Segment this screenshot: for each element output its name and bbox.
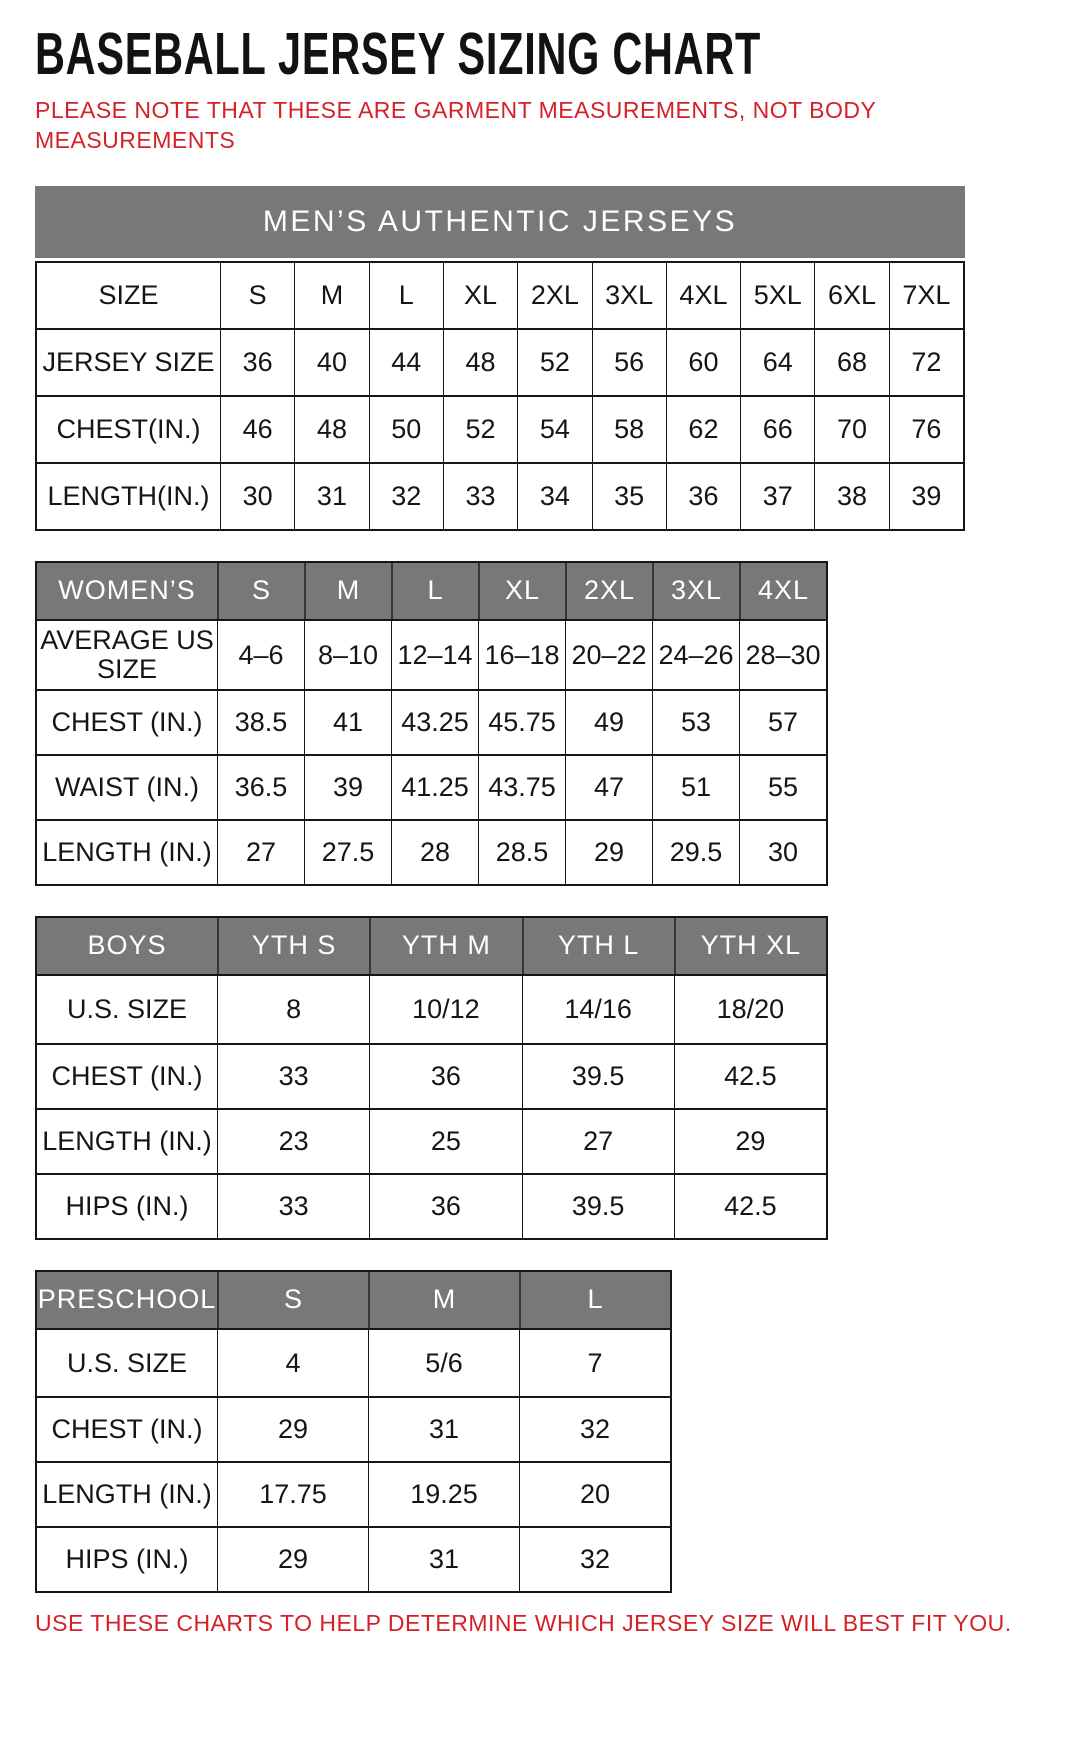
table-row — [37, 1173, 826, 1238]
table-cell: 58 — [592, 397, 666, 462]
table-cell: 54 — [517, 397, 591, 462]
mens-section — [35, 186, 1077, 531]
boys-header-col: YTH XL — [674, 918, 826, 974]
table-cell: 14/16 — [522, 976, 674, 1043]
table-cell: 36.5 — [217, 756, 304, 819]
table-cell: 4XL — [666, 263, 740, 328]
table-cell: 57 — [739, 691, 826, 754]
table-cell: 28–30 — [739, 621, 826, 689]
womens-section — [35, 561, 1077, 886]
table-cell: 33 — [217, 1175, 369, 1238]
table-cell: 20 — [519, 1463, 670, 1526]
table-cell: 33 — [443, 464, 517, 529]
table-cell: 52 — [443, 397, 517, 462]
table-cell: 31 — [294, 464, 368, 529]
row-label: LENGTH(IN.) — [47, 481, 210, 512]
table-cell: 76 — [889, 397, 963, 462]
table-cell: 39 — [889, 464, 963, 529]
table-row — [37, 1328, 670, 1396]
table-row — [37, 619, 826, 689]
row-label: CHEST(IN.) — [56, 414, 201, 445]
table-cell: 16–18 — [478, 621, 565, 689]
row-label: LENGTH (IN.) — [42, 1479, 212, 1510]
table-cell: 53 — [652, 691, 739, 754]
table-cell: 46 — [220, 397, 294, 462]
row-label: U.S. SIZE — [66, 994, 188, 1025]
table-cell: 2XL — [517, 263, 591, 328]
table-cell: 4–6 — [217, 621, 304, 689]
table-cell: 38 — [814, 464, 888, 529]
table-row — [37, 1043, 826, 1108]
preschool-header-label: PRESCHOOL — [37, 1284, 217, 1315]
preschool-size-table — [35, 1270, 672, 1593]
boys-header-col: YTH S — [217, 918, 369, 974]
table-cell: 23 — [217, 1110, 369, 1173]
boys-table-header-row — [37, 918, 826, 974]
table-cell: 31 — [368, 1528, 519, 1591]
womens-header-label: WOMEN’S — [58, 575, 196, 606]
table-cell: 45.75 — [478, 691, 565, 754]
boys-header-col: YTH L — [522, 918, 674, 974]
table-cell: 8–10 — [304, 621, 391, 689]
table-cell: 5XL — [740, 263, 814, 328]
womens-size-table — [35, 561, 828, 886]
table-cell: 36 — [369, 1175, 521, 1238]
row-label: LENGTH (IN.) — [42, 1126, 212, 1157]
table-cell: 7XL — [889, 263, 963, 328]
table-cell: 32 — [519, 1398, 670, 1461]
preschool-header-col: L — [519, 1272, 670, 1328]
preschool-header-col: M — [368, 1272, 519, 1328]
table-cell: 40 — [294, 330, 368, 395]
table-cell: M — [294, 263, 368, 328]
table-cell: 41.25 — [391, 756, 478, 819]
table-row — [37, 328, 963, 395]
table-cell: 72 — [889, 330, 963, 395]
table-cell: 29.5 — [652, 821, 739, 884]
boys-header-label: BOYS — [87, 930, 167, 961]
table-cell: 43.25 — [391, 691, 478, 754]
boys-size-table — [35, 916, 828, 1240]
table-cell: 55 — [739, 756, 826, 819]
row-label: CHEST (IN.) — [51, 1061, 203, 1092]
row-label: AVERAGE US SIZE — [40, 625, 214, 684]
table-cell: 5/6 — [368, 1330, 519, 1396]
womens-header-col: M — [304, 563, 391, 619]
row-label: U.S. SIZE — [66, 1347, 188, 1378]
table-cell: 27 — [217, 821, 304, 884]
table-cell: 18/20 — [674, 976, 826, 1043]
womens-header-col: L — [391, 563, 478, 619]
table-cell: 10/12 — [369, 976, 521, 1043]
table-cell: 8 — [217, 976, 369, 1043]
table-row — [37, 754, 826, 819]
table-cell: 39.5 — [522, 1175, 674, 1238]
preschool-table-header-row — [37, 1272, 670, 1328]
table-cell: 30 — [220, 464, 294, 529]
table-cell: 36 — [369, 1045, 521, 1108]
table-cell: 34 — [517, 464, 591, 529]
boys-section — [35, 916, 1077, 1240]
fit-advice-note: USE THESE CHARTS TO HELP DETERMINE WHICH JERSEY SIZE WILL BEST FIT YOU. — [35, 1609, 1012, 1636]
table-cell: 48 — [294, 397, 368, 462]
row-label: LENGTH (IN.) — [42, 837, 212, 868]
table-cell: 60 — [666, 330, 740, 395]
table-cell: 37 — [740, 464, 814, 529]
table-cell: 66 — [740, 397, 814, 462]
table-row — [37, 1461, 670, 1526]
table-cell: 27.5 — [304, 821, 391, 884]
boys-header-col: YTH M — [369, 918, 521, 974]
table-cell: 47 — [565, 756, 652, 819]
row-label: WAIST (IN.) — [55, 772, 199, 803]
table-cell: 51 — [652, 756, 739, 819]
table-cell: 6XL — [814, 263, 888, 328]
table-cell: 35 — [592, 464, 666, 529]
table-row — [37, 1108, 826, 1173]
table-cell: 29 — [565, 821, 652, 884]
table-cell: 28 — [391, 821, 478, 884]
row-label: CHEST (IN.) — [51, 1414, 203, 1445]
table-cell: 3XL — [592, 263, 666, 328]
table-cell: 38.5 — [217, 691, 304, 754]
table-cell: 39 — [304, 756, 391, 819]
table-cell: 49 — [565, 691, 652, 754]
table-row — [37, 819, 826, 884]
table-cell: 19.25 — [368, 1463, 519, 1526]
table-cell: 32 — [519, 1528, 670, 1591]
table-cell: 31 — [368, 1398, 519, 1461]
table-cell: 39.5 — [522, 1045, 674, 1108]
table-cell: 29 — [217, 1398, 368, 1461]
table-cell: S — [220, 263, 294, 328]
table-cell: 56 — [592, 330, 666, 395]
table-cell: 29 — [217, 1528, 368, 1591]
table-cell: 27 — [522, 1110, 674, 1173]
table-cell: 20–22 — [565, 621, 652, 689]
table-row — [37, 395, 963, 462]
preschool-header-col: S — [217, 1272, 368, 1328]
table-cell: 24–26 — [652, 621, 739, 689]
table-cell: XL — [443, 263, 517, 328]
table-cell: 12–14 — [391, 621, 478, 689]
table-cell: L — [369, 263, 443, 328]
table-cell: 42.5 — [674, 1175, 826, 1238]
table-row — [37, 263, 963, 328]
page-title: BASEBALL JERSEY SIZING CHART — [35, 19, 762, 87]
row-label: SIZE — [98, 280, 159, 311]
table-cell: 33 — [217, 1045, 369, 1108]
preschool-section — [35, 1270, 1077, 1593]
table-cell: 36 — [220, 330, 294, 395]
table-cell: 29 — [674, 1110, 826, 1173]
table-cell: 50 — [369, 397, 443, 462]
womens-header-col: S — [217, 563, 304, 619]
row-label: HIPS (IN.) — [65, 1544, 189, 1575]
table-cell: 64 — [740, 330, 814, 395]
table-cell: 68 — [814, 330, 888, 395]
table-cell: 17.75 — [217, 1463, 368, 1526]
womens-header-col: 2XL — [565, 563, 652, 619]
womens-header-col: 4XL — [739, 563, 826, 619]
table-cell: 41 — [304, 691, 391, 754]
table-cell: 25 — [369, 1110, 521, 1173]
table-cell: 43.75 — [478, 756, 565, 819]
row-label: HIPS (IN.) — [65, 1191, 189, 1222]
table-row — [37, 462, 963, 529]
garment-measurement-note: PLEASE NOTE THAT THESE ARE GARMENT MEASUREMENTS, NOT BODY MEASUREMENTS — [35, 97, 876, 153]
mens-size-table — [35, 261, 965, 531]
table-cell: 44 — [369, 330, 443, 395]
table-cell: 28.5 — [478, 821, 565, 884]
row-label: JERSEY SIZE — [42, 347, 215, 378]
womens-header-col: XL — [478, 563, 565, 619]
table-row — [37, 974, 826, 1043]
table-cell: 42.5 — [674, 1045, 826, 1108]
mens-table-title: MEN’S AUTHENTIC JERSEYS — [35, 186, 965, 258]
table-cell: 52 — [517, 330, 591, 395]
table-cell: 32 — [369, 464, 443, 529]
table-row — [37, 689, 826, 754]
table-row — [37, 1526, 670, 1591]
row-label: CHEST (IN.) — [51, 707, 203, 738]
table-cell: 48 — [443, 330, 517, 395]
table-row — [37, 1396, 670, 1461]
table-cell: 36 — [666, 464, 740, 529]
table-cell: 4 — [217, 1330, 368, 1396]
table-cell: 7 — [519, 1330, 670, 1396]
table-cell: 30 — [739, 821, 826, 884]
womens-header-col: 3XL — [652, 563, 739, 619]
table-cell: 70 — [814, 397, 888, 462]
womens-table-header-row — [37, 563, 826, 619]
table-cell: 62 — [666, 397, 740, 462]
